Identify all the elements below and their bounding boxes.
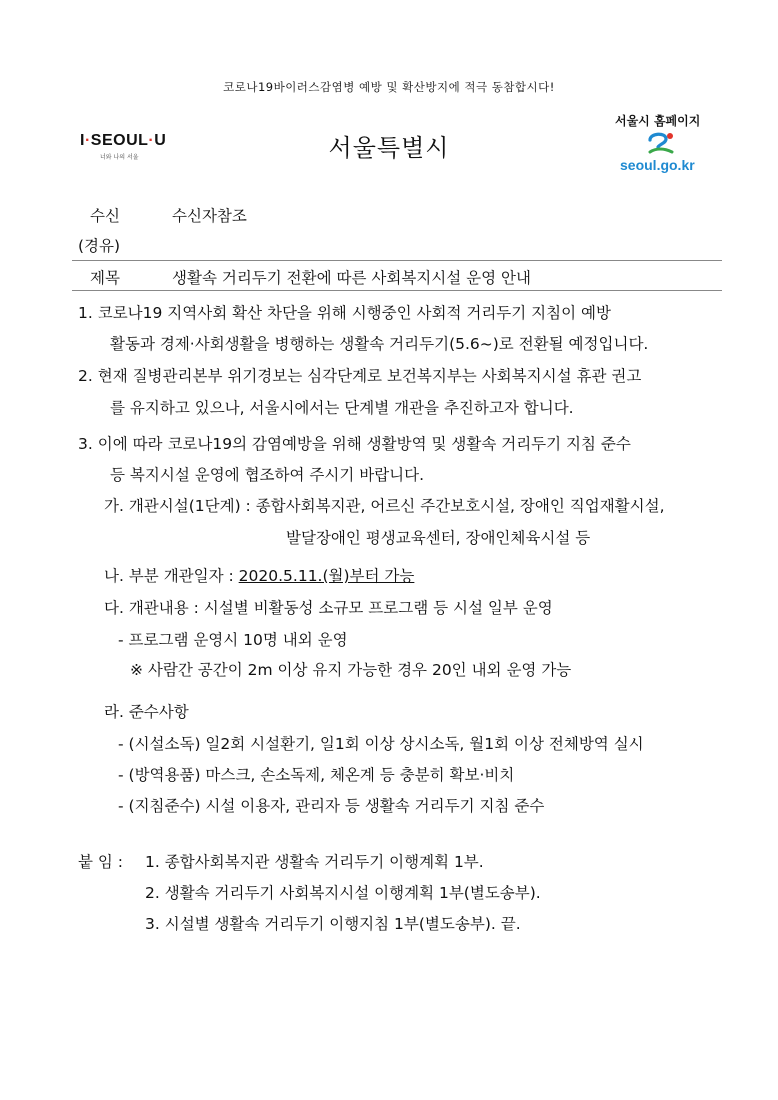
subject-value: 생활속 거리두기 전환에 따른 사회복지시설 운영 안내 (172, 269, 531, 287)
item-ra-1: - (시설소독) 일2회 시설환기, 일1회 이상 상시소독, 월1회 이상 전체방역 실시 (118, 735, 644, 753)
paragraph-1-line-2: 활동과 경제·사회생활을 병행하는 생활속 거리두기(5.6~)로 전환될 예정입니다. (110, 335, 649, 353)
item-da-line-2: - 프로그램 운영시 10명 내외 운영 (118, 631, 348, 649)
seoul-city-emblem-icon (636, 130, 686, 156)
item-ga-line-2: 발달장애인 평생교육센터, 장애인체육시설 등 (286, 529, 591, 547)
banner: 코로나19바이러스감염병 예방 및 확산방지에 적극 동참합시다! (223, 80, 555, 94)
paragraph-1-line-1: 1. 코로나19 지역사회 확산 차단을 위해 시행중인 사회적 거리두기 지침이 예방 (78, 304, 611, 322)
subject-label: 제목 (90, 269, 120, 287)
logo-sub: 너와 나의 서울 (100, 154, 139, 161)
item-da-note: ※ 사람간 공간이 2m 이상 유지 가능한 경우 20인 내외 운영 가능 (130, 661, 572, 679)
attachments-label: 붙 임 : (78, 853, 124, 871)
item-na-prefix: 나. 부분 개관일자 : (104, 567, 239, 585)
paragraph-2-line-2: 를 유지하고 있으나, 서울시에서는 단계별 개관을 추진하고자 합니다. (110, 399, 574, 417)
item-na (104, 564, 414, 586)
item-ra-2: - (방역용품) 마스크, 손소독제, 체온계 등 충분히 확보·비치 (118, 766, 515, 784)
attachment-item: 2. 생활속 거리두기 사회복지시설 이행계획 1부(별도송부). (145, 884, 541, 902)
attachment-item: 1. 종합사회복지관 생활속 거리두기 이행계획 1부. (145, 853, 484, 871)
attachment-item: 3. 시설별 생활속 거리두기 이행지침 1부(별도송부). 끝. (145, 915, 521, 933)
paragraph-2-line-1: 2. 현재 질병관리본부 위기경보는 심각단계로 보건복지부는 사회복지시설 휴관 권고 (78, 367, 642, 385)
item-da-line-1: 다. 개관내용 : 시설별 비활동성 소규모 프로그램 등 시설 일부 운영 (104, 599, 553, 617)
via-label: (경유) (78, 237, 121, 255)
paragraph-3-line-2: 등 복지시설 운영에 협조하여 주시기 바랍니다. (110, 466, 425, 484)
homepage-label: 서울시 홈페이지 (615, 114, 701, 128)
divider (72, 260, 722, 261)
item-na-date: 2020.5.11.(월)부터 가능 (238, 567, 415, 585)
logo-main: I·SEOUL·U (80, 132, 167, 149)
recipient-value: 수신자참조 (172, 207, 247, 225)
org-title: 서울특별시 (328, 134, 450, 162)
recipient-label: 수신 (90, 207, 120, 225)
divider (72, 290, 722, 291)
item-ra-3: - (지침준수) 시설 이용자, 관리자 등 생활속 거리두기 지침 준수 (118, 797, 545, 815)
paragraph-3-line-1: 3. 이에 따라 코로나19의 감염예방을 위해 생활방역 및 생활속 거리두기 지침 준수 (78, 435, 631, 453)
homepage-url[interactable]: seoul.go.kr (620, 157, 695, 173)
item-ra-title: 라. 준수사항 (104, 703, 189, 721)
item-ga-line-1: 가. 개관시설(1단계) : 종합사회복지관, 어르신 주간보호시설, 장애인 직업재활시설, (104, 497, 665, 515)
